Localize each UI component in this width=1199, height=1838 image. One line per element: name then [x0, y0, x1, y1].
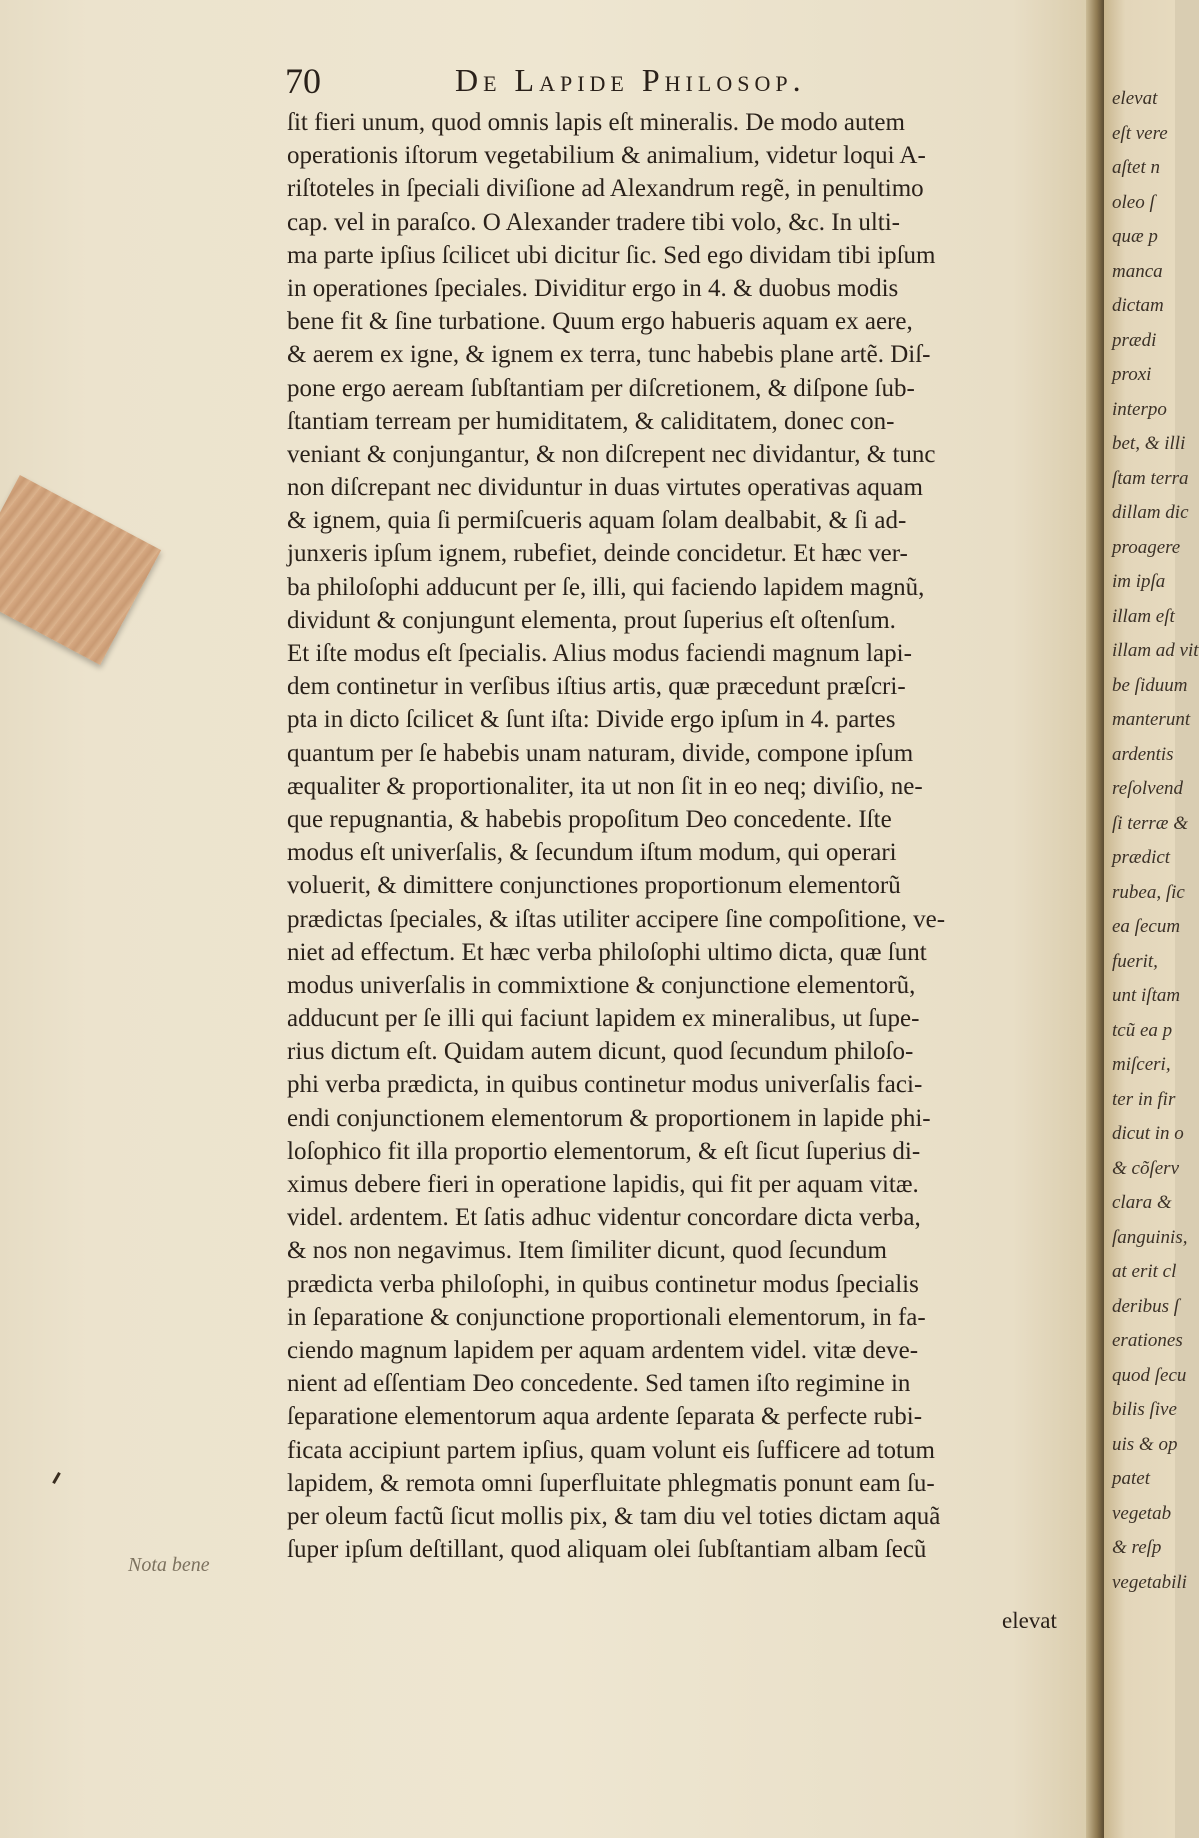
facing-page-fragment: dictam: [1112, 295, 1164, 316]
facing-page-fragment: illam ad vit: [1112, 640, 1199, 661]
facing-page-fragment: erationes: [1112, 1330, 1183, 1351]
book-gutter: [1086, 0, 1104, 1838]
text-line: rius dictum eſt. Quidam autem dicunt, quod ſecundum philoſo-: [287, 1038, 914, 1066]
facing-page-fragment: at erit cl: [1112, 1261, 1177, 1282]
text-line: riſtoteles in ſpeciali diviſione ad Alexandrum regẽ, in penultimo: [287, 175, 924, 203]
text-line: & ignem, quia ſi permiſcueris aquam ſolam dealbabit, & ſi ad-: [287, 507, 907, 535]
text-line: que repugnantia, & habebis propoſitum Deo concedente. Iſte: [287, 805, 892, 833]
text-line: non diſcrepant nec dividuntur in duas virtutes operativas aquam: [287, 474, 923, 502]
text-line: endi conjunctionem elementorum & proportionem in lapide phi-: [287, 1104, 931, 1132]
facing-page-fragment: deribus ſ: [1112, 1295, 1180, 1317]
text-line: dem continetur in verſibus iſtius artis, quæ præcedunt præſcri-: [287, 673, 906, 701]
text-line: ximus debere fieri in operatione lapidis, qui fit per aquam vitæ.: [287, 1171, 919, 1198]
text-line: ciendo magnum lapidem per aquam ardentem videl. vitæ deve-: [287, 1336, 919, 1364]
body-text: [287, 106, 1087, 1566]
marginal-note: Nota bene: [128, 1554, 210, 1576]
facing-page-fragment: fuerit,: [1112, 950, 1158, 972]
facing-page-fragment: bet, & illi: [1112, 433, 1186, 454]
facing-page-fragment: tcũ ea p: [1112, 1019, 1173, 1041]
facing-page-fragment: & reſp: [1112, 1537, 1162, 1558]
text-line: voluerit, & dimittere conjunctiones proportionum elementorũ: [287, 872, 901, 900]
text-line: quantum per ſe habebis unam naturam, divide, compone ipſum: [287, 739, 914, 767]
text-line: dividunt & conjungunt elementa, prout ſuperius eſt oſtenſum.: [287, 606, 896, 634]
text-line: Et iſte modus eſt ſpecialis. Alius modus faciendi magnum lapi-: [287, 640, 912, 667]
facing-page-fragment: ardentis: [1112, 743, 1174, 765]
facing-page-fragment: ſtam terra: [1112, 467, 1189, 489]
running-title: De Lapide Philosop.: [455, 62, 806, 98]
text-line: ſuper ipſum deſtillant, quod aliquam olei ſubſtantiam albam ſecũ: [287, 1536, 927, 1564]
text-line: adducunt per ſe illi qui faciunt lapidem ex mineralibus, ut ſupe-: [287, 1005, 920, 1033]
text-line: prædictas ſpeciales, & iſtas utiliter accipere ſine compoſitione, ve-: [287, 905, 946, 933]
text-line: ſit fieri unum, quod omnis lapis eſt mineralis. De modo autem: [287, 109, 905, 136]
text-line: in operationes ſpeciales. Dividitur ergo in 4. & duobus modis: [287, 274, 899, 302]
facing-page-fragment: ſanguinis,: [1112, 1226, 1188, 1248]
page-header: [285, 60, 925, 106]
facing-page-fragment: aſtet n: [1112, 157, 1161, 178]
facing-page-fragment: eſt vere: [1112, 122, 1168, 144]
text-line: per oleum factũ ſicut mollis pix, & tam diu vel toties dictam aquã: [287, 1502, 941, 1530]
facing-page-fragment: proagere: [1112, 536, 1181, 558]
facing-page-fragment: rubea, ſic: [1112, 881, 1185, 903]
text-line: ſeparatione elementorum aqua ardente ſeparata & perfecte rubi-: [287, 1403, 923, 1431]
text-line: veniant & conjungantur, & non diſcrepent nec dividantur, & tunc: [287, 440, 936, 468]
facing-page-fragment: uis & op: [1112, 1433, 1178, 1455]
text-line: pone ergo aeream ſubſtantiam per diſcretionem, & diſpone ſub-: [287, 374, 915, 402]
facing-page-edge: [1104, 0, 1199, 1838]
facing-page-fragment: ter in fir: [1112, 1088, 1176, 1110]
text-line: ba philoſophi adducunt per ſe, illi, qui faciendo lapidem magnũ,: [287, 573, 925, 601]
text-line: & nos non negavimus. Item ſimiliter dicunt, quod ſecundum: [287, 1237, 887, 1265]
text-line: & aerem ex igne, & ignem ex terra, tunc habebis plane artẽ. Diſ-: [287, 341, 931, 369]
facing-page-fragment: interpo: [1112, 398, 1167, 420]
text-line: niet ad effectum. Et hæc verba philoſophi ultimo dicta, quæ ſunt: [287, 938, 927, 966]
text-line: lapidem, & remota omni ſuperfluitate phlegmatis ponunt eam ſu-: [287, 1469, 935, 1497]
text-line: loſophico fit illa proportio elementorum, & eſt ſicut ſuperius di-: [287, 1137, 921, 1165]
ink-speck: [52, 1472, 61, 1484]
text-line: cap. vel in paraſco. O Alexander tradere tibi volo, &c. In ulti-: [287, 208, 900, 236]
facing-page-fragment: vegetab: [1112, 1502, 1172, 1524]
text-line: bene fit & ſine turbatione. Quum ergo habueris aquam ex aere,: [287, 308, 913, 336]
text-line: prædicta verba philoſophi, in quibus continetur modus ſpecialis: [287, 1270, 919, 1298]
paper-bookmark-tab: [0, 475, 161, 665]
facing-page-fragment: oleo ſ: [1112, 191, 1155, 213]
facing-page-fragment: & cõſerv: [1112, 1157, 1180, 1179]
text-line: ma parte ipſius ſcilicet ubi dicitur ſic. Sed ego dividam tibi ipſum: [287, 241, 936, 269]
catchword: elevat: [1002, 1608, 1057, 1633]
facing-page-fragment: reſolvend: [1112, 778, 1184, 799]
text-line: nient ad eſſentiam Deo concedente. Sed tamen iſto regimine in: [287, 1370, 911, 1398]
text-line: ſtantiam terream per humiditatem, & caliditatem, donec con-: [287, 407, 895, 435]
facing-page-fragment: im ipſa: [1112, 571, 1166, 592]
facing-page-fragment: prædict: [1112, 847, 1171, 868]
text-line: æqualiter & proportionaliter, ita ut non ſit in eo neq; diviſio, ne-: [287, 772, 923, 800]
page-number: 70: [285, 61, 321, 101]
text-line: ficata accipiunt partem ipſius, quam volunt eis ſufficere ad totum: [287, 1436, 935, 1464]
facing-page-fragment: ea ſecum: [1112, 916, 1181, 937]
facing-page-fragment: miſceri,: [1112, 1054, 1171, 1075]
facing-page-fragment: elevat: [1112, 88, 1158, 109]
facing-page-fragment: quod ſecu: [1112, 1364, 1187, 1386]
facing-page-fragment: patet: [1112, 1468, 1150, 1489]
text-line: modus eſt univerſalis, & ſecundum iſtum modum, qui operari: [287, 839, 897, 867]
text-line: phi verba prædicta, in quibus continetur modus univerſalis faci-: [287, 1071, 923, 1099]
text-line: in ſeparatione & conjunctione proportionali elementorum, in fa-: [287, 1303, 926, 1331]
facing-page-fragment: ſi terræ &: [1112, 812, 1189, 834]
facing-page-fragment: clara &: [1112, 1192, 1172, 1213]
text-line: junxeris ipſum ignem, rubefiet, deinde concidetur. Et hæc ver-: [287, 540, 908, 568]
facing-page-fragment: bilis ſive: [1112, 1399, 1177, 1420]
facing-page-fragment: prædi: [1112, 329, 1157, 351]
facing-page-fragment: dicut in o: [1112, 1123, 1184, 1144]
facing-page-fragment: unt iſtam: [1112, 985, 1181, 1006]
facing-page-fragment: illam eſt: [1112, 605, 1175, 627]
text-line: modus univerſalis in commixtione & conjunctione elementorũ,: [287, 971, 916, 999]
facing-page-fragment: vegetabili: [1112, 1571, 1187, 1593]
facing-page-fragment: proxi: [1112, 364, 1152, 385]
text-line: operationis iſtorum vegetabilium & animalium, videtur loqui A-: [287, 142, 926, 170]
facing-page-fragment: be ſiduum: [1112, 674, 1188, 696]
facing-page-fragment: dillam dic: [1112, 502, 1189, 523]
facing-page-fragment: quæ p: [1112, 226, 1158, 247]
text-line: videl. ardentem. Et ſatis adhuc videntur concordare dicta verba,: [287, 1204, 921, 1232]
text-line: pta in dicto ſcilicet & ſunt iſta: Divide ergo ipſum in 4. partes: [287, 706, 896, 734]
facing-page-fragment: manca: [1112, 260, 1163, 282]
facing-page-fragment: manterunt: [1112, 709, 1191, 730]
